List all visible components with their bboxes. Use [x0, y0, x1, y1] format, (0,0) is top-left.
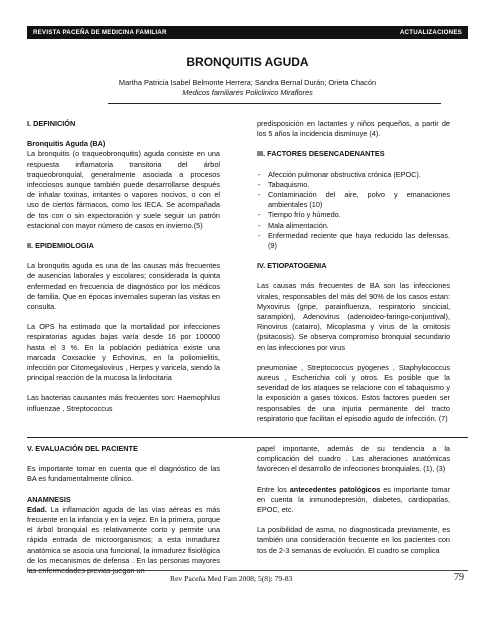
section-name: ACTUALIZACIONES: [399, 29, 462, 36]
journal-name: REVISTA PACEÑA DE MEDICINA FAMILIAR: [33, 29, 167, 36]
list-item: - Afección pulmonar obstructiva crónica (EPOC).: [257, 170, 450, 180]
article-title: BRONQUITIS AGUDA: [186, 55, 309, 69]
heading-definicion: I. DEFINICIÓN: [27, 119, 76, 128]
column-right-bottom: [257, 444, 450, 566]
section-divider: [27, 437, 468, 438]
list-item: - Enfermedad reciente que haya reducido las defensas. (9): [257, 231, 450, 251]
footer-citation: Rev Paceña Med Fam 2008; 5(8): 79-83: [170, 574, 293, 583]
antecedentes-lead: Entre los: [257, 484, 290, 494]
footer-rule: [27, 570, 468, 571]
subheading-ba: Bronquitis Aguda (BA): [27, 139, 106, 149]
edad-label: Edad.: [27, 504, 47, 514]
antecedentes-text: es importante tomar en cuenta la inmunodepresión, diabetes, cardiopatías, EPOC, etc.: [257, 484, 450, 515]
column-left-bottom: [27, 444, 220, 586]
column-right-top: [257, 119, 450, 434]
paragraph-evaluacion: Es importante tomar en cuenta que el diagnóstico de las BA es fundamentalmente clínico.: [27, 464, 220, 484]
list-item: - Contaminación del aire, polvo y emanaciones ambientales (10): [257, 190, 450, 210]
heading-etiopatogenia: IV. ETIOPATOGENIA: [257, 261, 327, 271]
paragraph-antecedentes: [257, 485, 450, 516]
paragraph-epidemiologia-1: La bronquitis aguda es una de las causas más frecuentes de ausencias laborales y escolares; considerada la quinta enfermedad en frecuencia de diagnóstico por los médicos de familia. Que en épocas invernales superan las visitas en consulta.: [27, 261, 220, 312]
paragraph-etiopatogenia-2: pneumoniae , Streptococcus pyogenes , Staphylococcus aureus , Escherichia coli y otros. Es posible que la severidad de los ataques se relacione con el tabaquismo y la exposición a gases tóxicos. Estos factores pueden ser responsables de una injuria permanente del tracto respiratorio que facilitan el episodio agudo de infección. (7): [257, 362, 450, 423]
paragraph-asma: La posibilidad de asma, no diagnosticada previamente, es también una consideración frecuente en los pacientes con tos de 2-3 semanas de evolución. El cuadro se complica: [257, 525, 450, 555]
title-divider: [108, 103, 441, 104]
journal-header-bar: [27, 26, 468, 39]
heading-factores: III. FACTORES DESENCADENANTES: [257, 149, 385, 159]
heading-evaluacion: V. EVALUACIÓN DEL PACIENTE: [27, 444, 138, 453]
subheading-anamnesis: ANAMNESIS: [27, 494, 71, 504]
paragraph-edad: [27, 505, 220, 576]
list-item: - Tiempo frío y húmedo.: [257, 210, 450, 220]
page-number: 79: [454, 572, 464, 583]
paragraph-epidemiologia-2: La OPS ha estimado que la mortalidad por infecciones respiratorias agudas bajas varía desde 16 por 100000 hasta el 3 %. En la población pediátrica existe una marcada Coxsackie y Echovirus, en la poliomielitis, infección por Citomegalovirus , Herpes y varicela, siendo la principal reacción de la mucosa la linfocitaria: [27, 322, 220, 383]
column-left-top: [27, 119, 220, 424]
paragraph-continuation: predisposición en lactantes y niños pequeños, a partir de los 5 años la incidencia disminuye (4).: [257, 119, 450, 139]
article-authors: Martha Patricia Isabel Belmonte Herrera; Sandra Bernal Durán; Orieta Chacón: [118, 78, 377, 87]
author-affiliation: Medicos familiares Policlinico Miraflores: [182, 88, 313, 97]
antecedentes-label: antecedentes patológicos: [289, 484, 381, 494]
paragraph-epidemiologia-3: Las bacterias causantes más frecuentes son: Haemophilus influenzae , Streptococcus: [27, 393, 220, 413]
edad-text: La inflamación aguda de las vías aéreas es más frecuente en la infancia y en la vejez. En la primera, porque el árbol bronquial es relativamente corto y permite una rápida entrada de microorganismos; a esta inmadurez anatómica se asocia una funcional, la inmadurez fisiológica de los mecanismos de defensa . En las personas mayores las enfermedades previas juegan un: [27, 504, 220, 576]
list-item: - Mala alimentación.: [257, 221, 450, 231]
paragraph-definicion: La bronquitis (o traqueobronquitis) aguda consiste en una respuesta inflamatoria transitoria del árbol traqueobronquial, generalmente asociada a procesos infecciosos aunque también puede desarrollarse después de inhalar toxinas, irritantes o vapores nocivos, o con el uso de ciertos fármacos, como los IECA. Se acompañada de tos con o sin expectoración y suele seguir un patrón estacional con mayor número de casos en invierno.(5): [27, 149, 220, 230]
list-item: - Tabaquismo.: [257, 180, 450, 190]
factors-list: [257, 170, 450, 252]
heading-epidemiologia: II. EPIDEMIOLOGIA: [27, 241, 94, 251]
paragraph-etiopatogenia-1: Las causas más frecuentes de BA son las infecciones virales, responsables del más del 90% de los casos estan: Myxovirus (gripe, parainfluenza, respiratorio sincicial, sarampión), Adenovirus (adenoideo-faringo-conjuntival), Rinovirus (catarro), Micoplasma y virus de la ornitosis (psitacosis). Se observa compromiso bronquial secundario en las infecciones por virus: [257, 281, 450, 352]
paragraph-papel: papel importante, además de su tendencia a la complicación del cuadro . Las alteraciones anatómicas favorecen el desarrollo de infecciones bronquiales. (1), (3): [257, 444, 450, 474]
